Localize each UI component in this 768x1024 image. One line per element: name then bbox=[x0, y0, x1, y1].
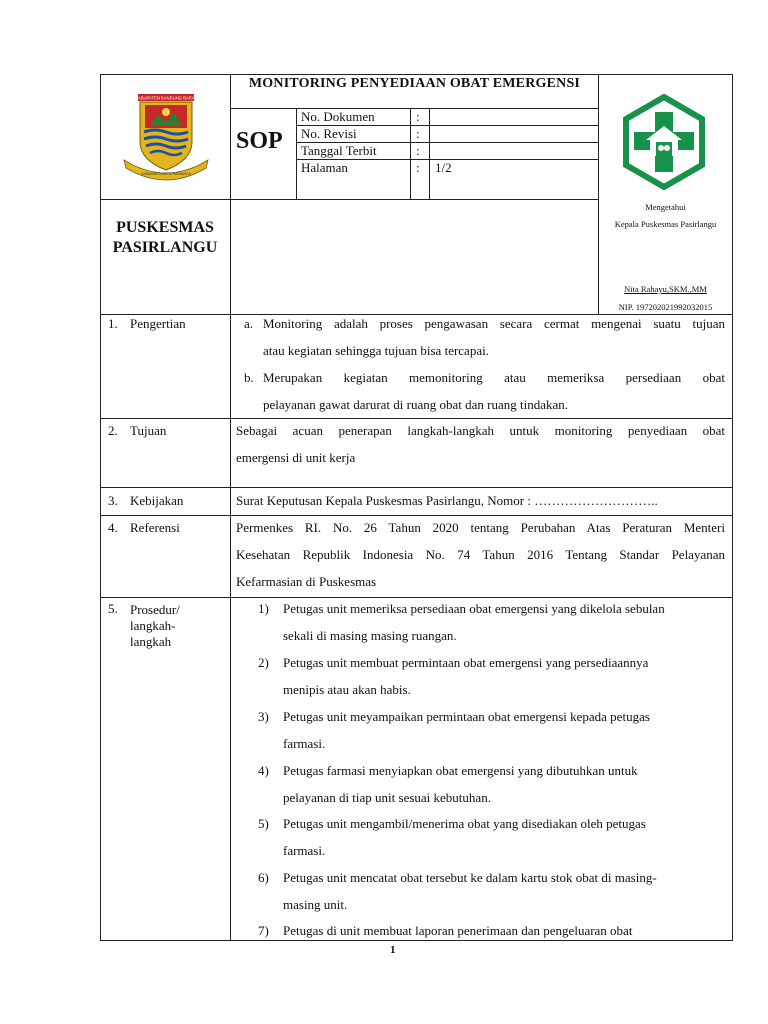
meta-col-1 bbox=[296, 108, 297, 199]
pengertian-b-line2: pelayanan gawat darurat di ruang obat dan ruang tindakan. bbox=[263, 397, 569, 412]
step-4-line2: pelayanan di tiap unit sesuai kebutuhan. bbox=[283, 790, 491, 805]
header-split-line bbox=[100, 199, 598, 200]
row4-num: 4. bbox=[108, 520, 118, 535]
meta-label-halaman: Halaman bbox=[301, 160, 348, 175]
step-5-line1: Petugas unit mengambil/menerima obat yang disediakan oleh petugas bbox=[283, 816, 646, 831]
approver-name: Nita Rahayu,SKM.,MM bbox=[624, 284, 707, 294]
row5-label-line2: langkah- bbox=[130, 618, 176, 633]
org-name-line2: PASIRLANGU bbox=[112, 239, 218, 256]
frame-right bbox=[732, 74, 733, 941]
row3-label: Kebijakan bbox=[130, 493, 184, 508]
row1-num: 1. bbox=[108, 316, 118, 331]
approval-caption1: Mengetahui bbox=[645, 202, 686, 212]
meta-label-dokumen: No. Dokumen bbox=[301, 109, 375, 124]
document-title: MONITORING PENYEDIAAN OBAT EMERGENSI bbox=[248, 76, 581, 91]
step-number: 5) bbox=[258, 816, 269, 831]
row5-num: 5. bbox=[108, 601, 118, 616]
org-name-line1: PUSKESMAS bbox=[116, 219, 214, 236]
puskesmas-cross-house-icon bbox=[622, 94, 706, 190]
step-6-line1: Petugas unit mencatat obat tersebut ke dalam kartu stok obat di masing- bbox=[283, 870, 657, 885]
crest-banner-bottom: WIBAWA KARTA RAHARJA bbox=[141, 171, 191, 176]
step-2-line1: Petugas unit membuat permintaan obat emergensi yang persediaannya bbox=[283, 655, 649, 670]
referensi-line3: Kefarmasian di Puskesmas bbox=[236, 574, 377, 589]
step-number: 3) bbox=[258, 709, 269, 724]
org-name bbox=[100, 218, 230, 258]
row1-label: Pengertian bbox=[130, 316, 186, 331]
step-number: 7) bbox=[258, 923, 269, 938]
referensi-line2: Kesehatan Republik Indonesia No. 74 Tahun 2016 Tentang Standar Pelayanan bbox=[236, 547, 725, 562]
kebijakan-text: Surat Keputusan Kepala Puskesmas Pasirlangu, Nomor : ……………………….. bbox=[236, 493, 658, 508]
step-4-line1: Petugas farmasi menyiapkan obat emergensi yang dibutuhkan untuk bbox=[283, 763, 638, 778]
row4-label: Referensi bbox=[130, 520, 180, 535]
meta-value-halaman: 1/2 bbox=[435, 160, 452, 175]
puskesmas-logo bbox=[622, 94, 706, 190]
row2-num: 2. bbox=[108, 423, 118, 438]
step-3-line2: farmasi. bbox=[283, 736, 326, 751]
pengertian-marker-b: b. bbox=[244, 370, 254, 385]
step-number: 1) bbox=[258, 601, 269, 616]
meta-label-tanggal: Tanggal Terbit bbox=[301, 143, 377, 158]
regency-crest-icon bbox=[120, 90, 212, 186]
meta-sep: : bbox=[416, 160, 420, 175]
meta-label-revisi: No. Revisi bbox=[301, 126, 357, 141]
pengertian-a-line1: Monitoring adalah proses pengawasan secara cermat mengenai suatu tujuan bbox=[263, 316, 725, 331]
pengertian-b-line1: Merupakan kegiatan memonitoring atau memeriksa persediaan obat bbox=[263, 370, 725, 385]
step-1-line2: sekali di masing masing ruangan. bbox=[283, 628, 457, 643]
referensi-line1: Permenkes RI. No. 26 Tahun 2020 tentang Perubahan Atas Peraturan Menteri bbox=[236, 520, 725, 535]
row5-label-line3: langkah bbox=[130, 634, 172, 649]
step-1-line1: Petugas unit memeriksa persediaan obat emergensi yang dikelola sebulan bbox=[283, 601, 665, 616]
frame-left bbox=[100, 74, 101, 941]
meta-sep: : bbox=[416, 109, 420, 124]
approver-nip: NIP. 197202021992032015 bbox=[618, 302, 713, 312]
row2-label: Tujuan bbox=[130, 423, 167, 438]
sop-label: SOP bbox=[236, 128, 283, 154]
step-3-line1: Petugas unit meyampaikan permintaan obat emergensi kepada petugas bbox=[283, 709, 650, 724]
page-number: 1 bbox=[390, 944, 396, 956]
pengertian-marker-a: a. bbox=[244, 316, 254, 331]
row5-label bbox=[130, 602, 180, 650]
title-underline bbox=[231, 108, 598, 109]
step-number: 2) bbox=[258, 655, 269, 670]
crest-banner-top: KABUPATEN BANDUNG BARAT bbox=[135, 95, 197, 101]
row5-label-line1: Prosedur/ bbox=[130, 602, 180, 617]
col-divider-left bbox=[230, 74, 231, 941]
col-divider-right bbox=[598, 74, 599, 314]
regency-crest-logo bbox=[120, 90, 212, 186]
approval-caption2: Kepala Puskesmas Pasirlangu bbox=[614, 219, 717, 229]
meta-sep: : bbox=[416, 126, 420, 141]
meta-sep: : bbox=[416, 143, 420, 158]
meta-col-3 bbox=[429, 108, 430, 199]
tujuan-line2: emergensi di unit kerja bbox=[236, 450, 356, 465]
step-6-line2: masing unit. bbox=[283, 897, 348, 912]
step-number: 6) bbox=[258, 870, 269, 885]
step-number: 4) bbox=[258, 763, 269, 778]
step-2-line2: menipis atau akan habis. bbox=[283, 682, 411, 697]
step-7-line1: Petugas di unit membuat laporan penerimaan dan pengeluaran obat bbox=[283, 923, 633, 938]
pengertian-a-line2: atau kegiatan sehingga tujuan bisa tercapai. bbox=[263, 343, 489, 358]
meta-col-2 bbox=[410, 108, 411, 199]
tujuan-line1: Sebagai acuan penerapan langkah-langkah untuk monitoring penyediaan obat bbox=[236, 423, 725, 438]
step-5-line2: farmasi. bbox=[283, 843, 326, 858]
row3-num: 3. bbox=[108, 493, 118, 508]
